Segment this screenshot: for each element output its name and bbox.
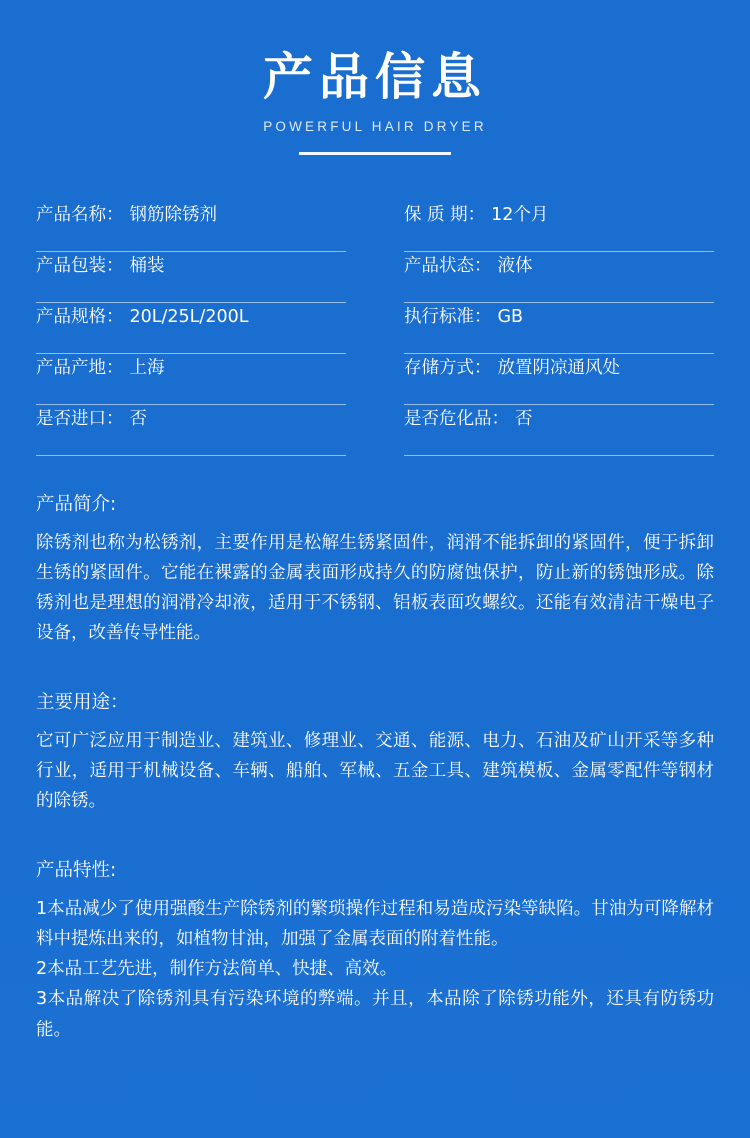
spec-label: 产品产地： (36, 357, 124, 378)
spec-label: 存储方式： (404, 357, 492, 378)
page-title: 产品信息 (263, 48, 487, 106)
page-header (36, 0, 714, 155)
spec-label: 保 质 期： (404, 204, 486, 225)
feature-line: 3本品解决了除锈剂具有污染环境的弊端。并且，本品除了除锈功能外，还具有防锈功能。 (36, 989, 714, 1040)
section-title-features: 产品特性: (36, 860, 117, 882)
section-features (36, 856, 714, 1044)
spec-row (36, 405, 346, 456)
spec-row (404, 354, 714, 405)
feature-line: 2本品工艺先进，制作方法简单、快捷、高效。 (36, 959, 398, 980)
spec-label: 产品状态： (404, 255, 492, 276)
section-body-usage: 它可广泛应用于制造业、建筑业、修理业、交通、能源、电力、石油及矿山开采等多种行业，适用于机械设备、车辆、船舶、军械、五金工具、建筑模板、金属零配件等钢材的除锈。 (36, 730, 714, 812)
section-title-intro: 产品简介: (36, 493, 117, 515)
spec-value: 否 (515, 408, 533, 429)
spec-value: 否 (129, 408, 147, 429)
spec-row (404, 303, 714, 354)
spec-label: 产品包装： (36, 255, 124, 276)
spec-table (36, 201, 714, 456)
spec-row (36, 354, 346, 405)
page-subtitle: POWERFUL HAIR DRYER (263, 118, 487, 134)
spec-value: 钢筋除锈剂 (129, 204, 217, 225)
section-body-features (36, 894, 714, 1044)
section-title-usage: 主要用途： (36, 691, 129, 713)
section-intro (36, 490, 714, 648)
spec-label: 是否危化品： (404, 408, 509, 429)
spec-value: 20L/25L/200L (129, 306, 249, 327)
spec-label: 产品规格： (36, 306, 124, 327)
section-usage (36, 688, 714, 816)
spec-label: 产品名称： (36, 204, 124, 225)
spec-label: 是否进口： (36, 408, 124, 429)
spec-label: 执行标准： (404, 306, 492, 327)
spec-value: 12个月 (491, 204, 549, 225)
spec-row (404, 201, 714, 252)
spec-value: 液体 (497, 255, 533, 276)
section-body-intro: 除锈剂也称为松锈剂，主要作用是松解生锈紧固件，润滑不能拆卸的紧固件，便于拆卸生锈的紧固件。它能在裸露的金属表面形成持久的防腐蚀保护，防止新的锈蚀形成。除锈剂也是理想的润滑冷却液，适用于不锈钢、铝板表面攻螺纹。还能有效清洁干燥电子设备，改善传导性能。 (36, 532, 714, 643)
spec-row (404, 252, 714, 303)
spec-value: 桶装 (129, 255, 165, 276)
spec-row (36, 252, 346, 303)
spec-value: 放置阴凉通风处 (497, 357, 620, 378)
spec-row (36, 303, 346, 354)
spec-row (36, 201, 346, 252)
spec-value: GB (497, 306, 524, 327)
spec-value: 上海 (129, 357, 165, 378)
feature-line: 1本品减少了使用强酸生产除锈剂的繁琐操作过程和易造成污染等缺陷。甘油为可降解材料中提炼出来的，如植物甘油，加强了金属表面的附着性能。 (36, 899, 714, 950)
spec-row (404, 405, 714, 456)
header-divider (299, 152, 451, 155)
